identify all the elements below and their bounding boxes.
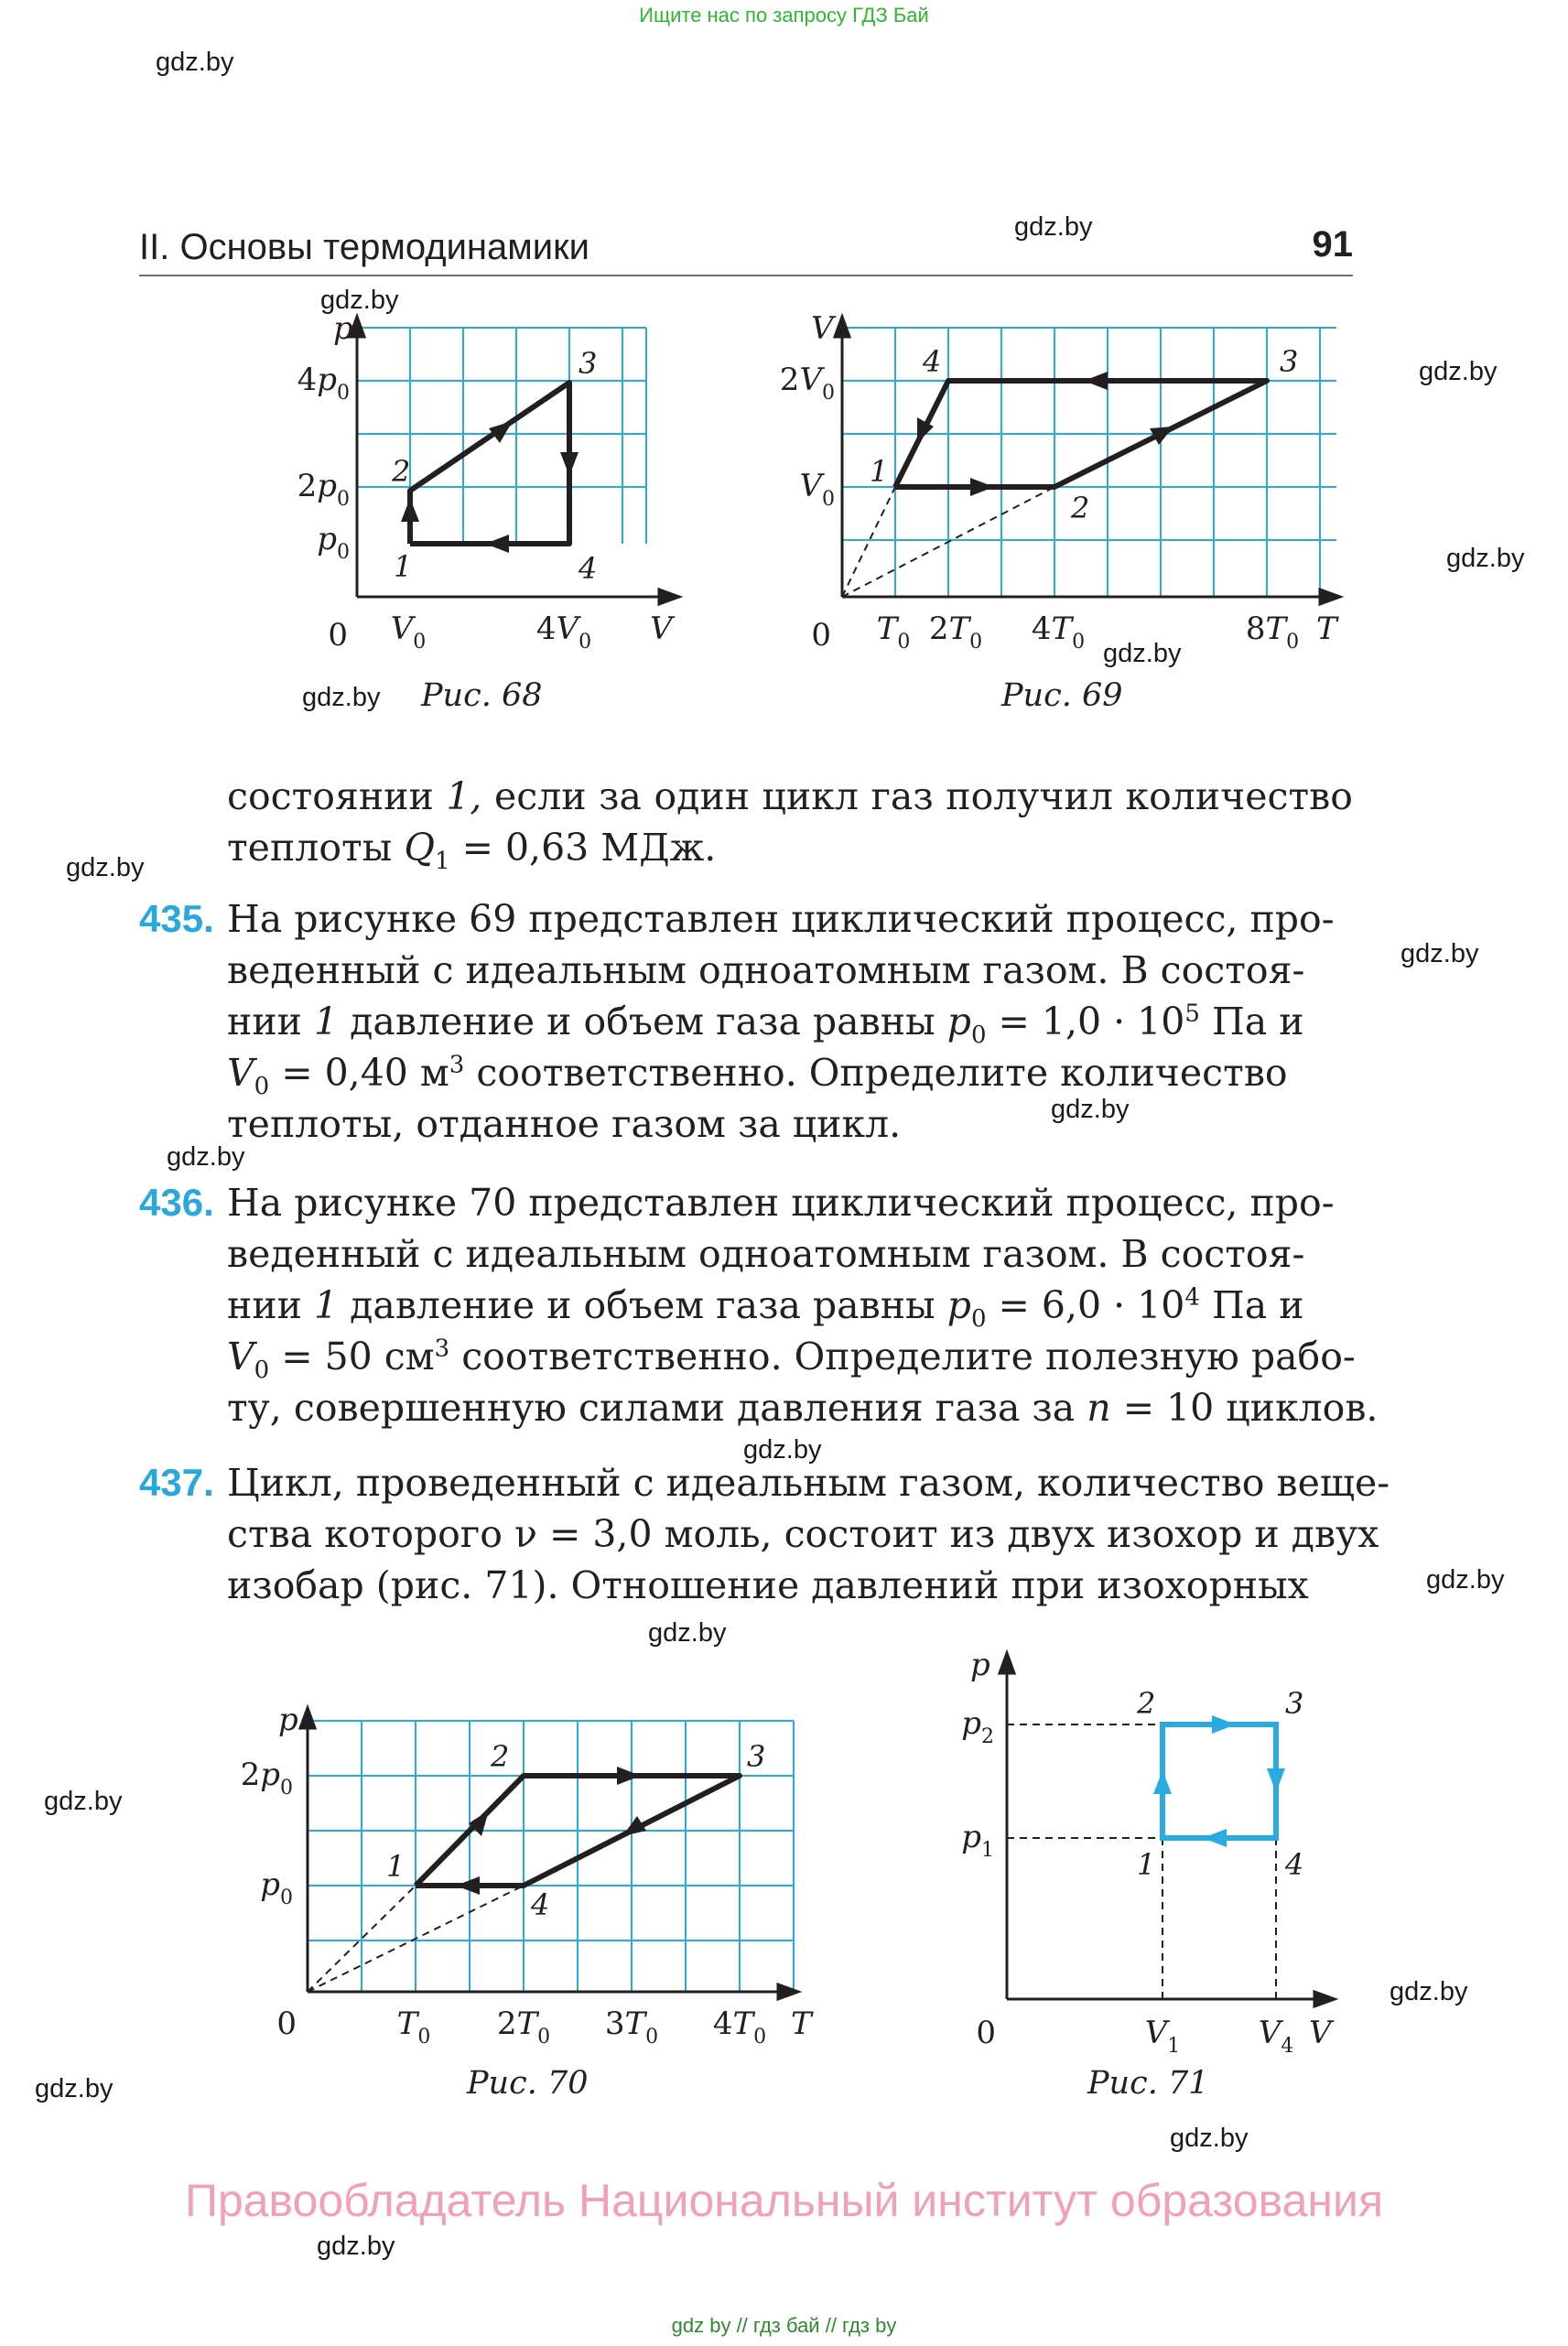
grid [308, 1721, 794, 1992]
point-1-label: 1 [870, 454, 889, 489]
continuation-text [227, 771, 1353, 876]
y-axis-label: p [333, 310, 353, 347]
point-4-label: 4 [531, 1887, 550, 1922]
point-4-label: 4 [923, 344, 942, 379]
point-1-label: 1 [394, 549, 413, 584]
watermark: gdz.by [1446, 544, 1525, 573]
figure-68-caption: Рис. 68 [421, 677, 543, 714]
tick-2p0: $2p_0$ [297, 468, 350, 511]
point-4-label: 4 [579, 551, 598, 586]
tick-v0: $V_0$ [799, 468, 835, 511]
problem-437 [227, 1457, 1390, 1611]
watermark: gdz.by [167, 1142, 245, 1172]
y-axis-label: p [970, 1647, 990, 1683]
watermark: gdz.by [1390, 1977, 1468, 2006]
text-line: ства которого ν = 3,0 моль, состоит из двух изохор и двух [227, 1512, 1379, 1556]
problem-number-436: 436. [139, 1181, 214, 1224]
tick-4t0: $4T_0$ [712, 2005, 767, 2049]
cycle-path [1162, 1724, 1276, 1838]
text-line: веденный с идеальным одноатомным газом. В состоя- [227, 1232, 1305, 1276]
origin-label: 0 [976, 2015, 996, 2051]
tick-v4: $V_4$ [1258, 2015, 1294, 2058]
x-axis-label: V [650, 611, 673, 647]
tick-v1: $V_1$ [1144, 2015, 1181, 2058]
problem-436 [227, 1177, 1379, 1433]
text-line: На рисунке 69 представлен циклический процесс, про- [227, 897, 1335, 941]
tick-2t0: $2T_0$ [928, 611, 983, 654]
problem-number-437: 437. [139, 1461, 214, 1504]
text-line: нии 1 давление и объем газа равны $p_0 = 1,0 \cdot 10^5$ Па и [227, 1000, 1304, 1050]
watermark: gdz.by [1014, 212, 1093, 242]
header-rule [139, 275, 1353, 276]
text-line: На рисунке 70 представлен циклический процесс, про- [227, 1181, 1335, 1225]
tick-2t0: $2T_0$ [496, 2005, 551, 2049]
point-2-label: 2 [1071, 491, 1090, 525]
tick-4p0: $4p_0$ [297, 362, 350, 405]
top-banner[interactable]: Ищите нас по запросу ГДЗ Бай [639, 4, 929, 27]
point-2-label: 2 [491, 1739, 510, 1774]
text-line: веденный с идеальным одноатомным газом. В состоя- [227, 948, 1305, 992]
tick-p0: $p_0$ [317, 521, 350, 564]
tick-t0: $T_0$ [396, 2005, 431, 2049]
text-line: изобар (рис. 71). Отношение давлений при изохорных [227, 1563, 1309, 1607]
axes [300, 1708, 798, 1999]
watermark: gdz.by [743, 1435, 822, 1465]
y-axis-label: V [811, 310, 834, 347]
tick-p1: $p_1$ [961, 1819, 994, 1862]
text-line: $V_0 = 0,40$ $м^3$ соответственно. Определите количество [227, 1051, 1288, 1101]
watermark: gdz.by [320, 286, 399, 315]
watermark: gdz.by [648, 1618, 727, 1648]
text-line: ту, совершенную силами давления газа за n = 10 циклов. [227, 1386, 1379, 1430]
figure-70-caption: Рис. 70 [467, 2065, 589, 2102]
watermark: gdz.by [44, 1787, 123, 1816]
watermark: gdz.by [1051, 1095, 1130, 1124]
tick-2p0: $2p_0$ [240, 1757, 293, 1800]
origin-label: 0 [811, 617, 831, 654]
tick-v0: $V_0$ [390, 611, 427, 654]
text-line: Цикл, проведенный с идеальным газом, количество веще- [227, 1461, 1390, 1505]
figure-71 [943, 1648, 1355, 2060]
point-1-label: 1 [386, 1849, 406, 1884]
watermark: gdz.by [1426, 1565, 1505, 1595]
point-3-label: 3 [579, 346, 598, 381]
watermark: gdz.by [35, 2074, 114, 2103]
origin-label: 0 [328, 617, 348, 654]
point-2-label: 2 [392, 454, 411, 489]
problem-435 [227, 893, 1353, 1150]
point-1-label: 1 [1137, 1847, 1156, 1882]
copyright-notice: Правообладатель Национальный институт образования [184, 2175, 1384, 2226]
direction-arrows [1153, 1715, 1285, 1847]
origin-label: 0 [276, 2005, 297, 2042]
figure-71-caption: Рис. 71 [1087, 2065, 1209, 2102]
point-2-label: 2 [1137, 1686, 1156, 1721]
figure-70 [229, 1703, 815, 2060]
problem-number-435: 435. [139, 897, 214, 940]
watermark: gdz.by [317, 2232, 395, 2261]
text-line: нии 1 давление и объем газа равны $p_0 = 6,0 \cdot 10^4$ Па и [227, 1283, 1304, 1334]
watermark: gdz.by [156, 48, 234, 77]
footer-links[interactable]: gdz by // гдз бай // гдз by [671, 2314, 897, 2337]
figure-69 [778, 302, 1346, 687]
watermark: gdz.by [66, 853, 145, 882]
figure-68 [297, 302, 687, 687]
point-3-label: 3 [747, 1739, 766, 1774]
tick-p2: $p_2$ [961, 1705, 994, 1748]
watermark: gdz.by [1419, 357, 1498, 386]
figure-69-caption: Рис. 69 [1001, 677, 1123, 714]
tick-4t0: $4T_0$ [1031, 611, 1086, 654]
y-axis-label: p [278, 1702, 298, 1738]
tick-t0: $T_0$ [876, 611, 911, 654]
point-3-label: 3 [1280, 344, 1299, 379]
tick-4v0: $4V_0$ [535, 611, 592, 654]
watermark: gdz.by [1170, 2124, 1249, 2153]
section-title: II. Основы термодинамики [139, 227, 589, 267]
watermark: gdz.by [1103, 639, 1182, 668]
cycle-path [410, 383, 569, 544]
text-line: теплоты $Q_1 = 0,63$ МДж. [227, 826, 717, 876]
tick-3t0: $3T_0$ [604, 2005, 659, 2049]
watermark: gdz.by [1400, 939, 1479, 968]
tick-8t0: $8T_0$ [1245, 611, 1300, 654]
text-line: состоянии 1, если за один цикл газ получил количество [227, 774, 1353, 818]
x-axis-label: T [1316, 611, 1337, 647]
point-4-label: 4 [1285, 1847, 1304, 1882]
watermark: gdz.by [302, 683, 381, 712]
x-axis-label: T [791, 2005, 812, 2042]
tick-p0: $p_0$ [260, 1866, 293, 1909]
grid [842, 328, 1336, 597]
x-axis-label: V [1309, 2015, 1332, 2051]
tick-2v0: $2V_0$ [779, 362, 835, 405]
text-line: $V_0 = 50$ $см^3$ соответственно. Определите полезную рабо- [227, 1335, 1356, 1385]
text-line: теплоты, отданное газом за цикл. [227, 1102, 902, 1146]
page-number: 91 [1312, 224, 1353, 265]
point-3-label: 3 [1285, 1686, 1304, 1721]
